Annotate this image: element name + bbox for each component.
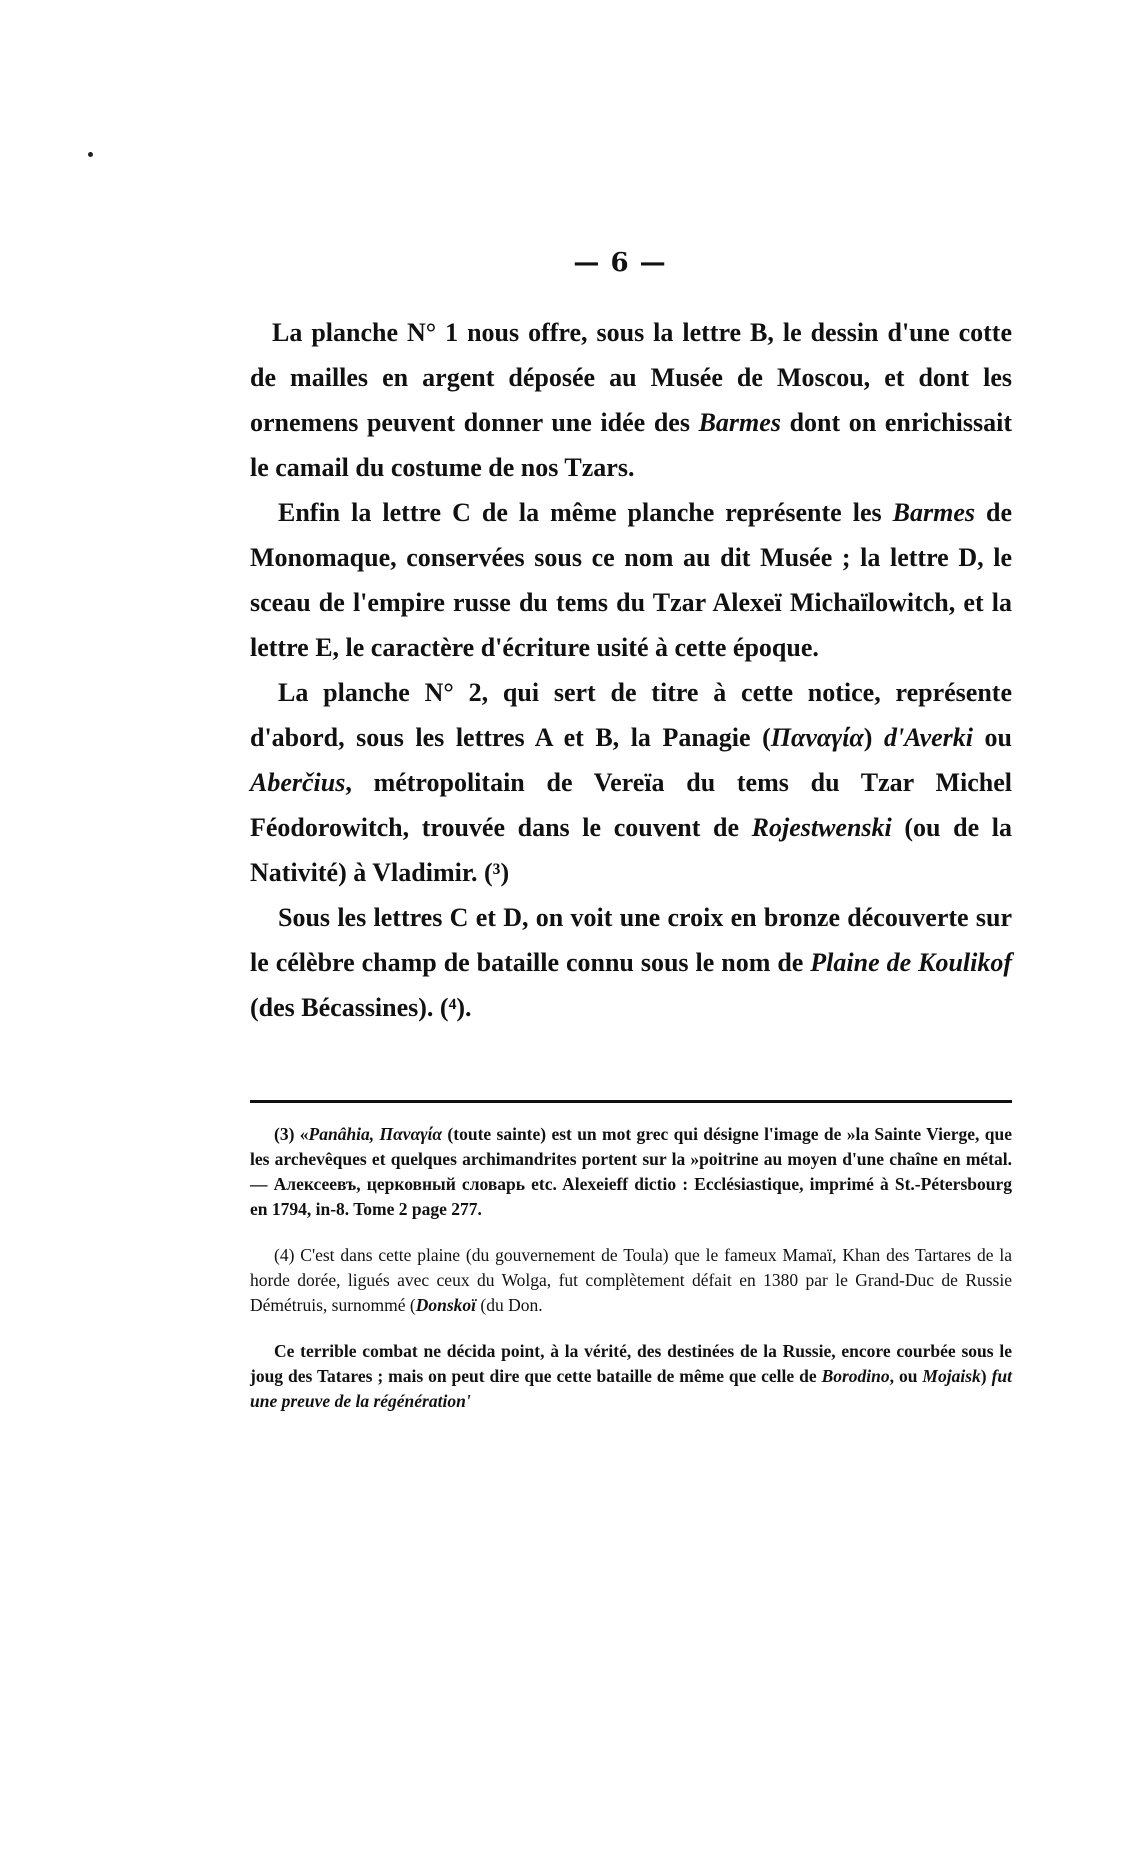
text-run: (3) « bbox=[274, 1124, 309, 1144]
page-number: — 6 — bbox=[573, 248, 667, 278]
paragraph-croix bbox=[250, 895, 1012, 1030]
italic-term: Plaine de Koulikof bbox=[810, 948, 1013, 977]
italic-term: Panâhia, Παναγία bbox=[308, 1124, 443, 1144]
italic-term: Mojaisk bbox=[922, 1366, 981, 1386]
footnotes bbox=[250, 1122, 1012, 1435]
text-run: (des Bécassines). (⁴). bbox=[250, 993, 472, 1022]
footnote-continuation bbox=[250, 1339, 1012, 1414]
text-run: , métropolitain de Vereïa du tems du Tzar Michel Féodorowitch, trouvée dans le couvent de bbox=[250, 768, 1012, 842]
text-run: (ou de la Nativité) à Vladimir. (³) bbox=[250, 813, 1012, 887]
paragraph-planche-2 bbox=[250, 670, 1012, 895]
italic-term: Barmes bbox=[892, 498, 975, 527]
paragraph-lettre-c bbox=[250, 490, 1012, 670]
text-run: (4) C'est dans cette plaine (du gouvernement de Toula) que le fameux Mamaï, Khan des Tartares de la horde dorée, ligués avec ceux du Wolga, fut complètement défait en 1380 par le Grand-Duc de Russie Démétruis, surnommé ( bbox=[250, 1245, 1012, 1315]
italic-term: Donskoï bbox=[415, 1295, 477, 1315]
text-run: Sous les lettres C et D, on voit une croix en bronze découverte sur le célèbre champ de bataille connu sous le nom de bbox=[250, 903, 1012, 977]
italic-term: Aberčius bbox=[250, 768, 346, 797]
text-run: ou bbox=[973, 723, 1012, 752]
text-run: dont on enrichissait le camail du costume de nos Tzars. bbox=[250, 408, 1012, 482]
footnote-3 bbox=[250, 1122, 1012, 1222]
text-run: de Monomaque, conservées sous ce nom au dit Musée ; la lettre D, le sceau de l'empire russe du tems du Tzar Alexeï Michaïlowitch, et la lettre E, le caractère d'écriture usité à cette époque. bbox=[250, 498, 1012, 662]
italic-term: fut une preuve de la régénération' bbox=[250, 1366, 1013, 1411]
text-run: Enfin la lettre C de la même planche représente les bbox=[278, 498, 893, 527]
paragraph-planche-1 bbox=[250, 310, 1012, 490]
text-run: Ce terrible combat ne décida point, à la vérité, des destinées de la Russie, encore courbée sous le joug des Tatares ; mais on peut dire que cette bataille de même que celle de bbox=[250, 1341, 1012, 1386]
text-run: , ou bbox=[889, 1366, 923, 1386]
main-text bbox=[250, 310, 1012, 1030]
footnote-4 bbox=[250, 1243, 1012, 1318]
italic-term: Borodino bbox=[821, 1366, 890, 1386]
text-run: (du Don. bbox=[476, 1295, 543, 1315]
text-run: (toute sainte) est un mot grec qui désigne l'image de »la Sainte Vierge, que les archevêques et quelques archimandrites portent sur la »poitrine au moyen d'une chaîne en métal. — Алексеевъ, церковный словарь etc. Alexeieff dictio : Ecclésiastique, imprimé à St.-Pétersbourg en 1794, in-8. Tome 2 page 277. bbox=[250, 1124, 1012, 1219]
text-run: La planche N° 2, qui sert de titre à cette notice, représente d'abord, sous les lettres A et B, la Panagie ( bbox=[250, 678, 1012, 752]
text-run: La planche N° 1 nous offre, sous la lettre B, le dessin d'une cotte de mailles en argent déposée au Musée de Moscou, et dont les ornemens peuvent donner une idée des bbox=[250, 318, 1012, 437]
italic-term: d'Averki bbox=[883, 723, 973, 752]
text-run: ) bbox=[863, 723, 884, 752]
italic-term: Barmes bbox=[698, 408, 781, 437]
text-run: ) bbox=[980, 1366, 992, 1386]
footnote-separator bbox=[250, 1100, 1012, 1103]
stray-mark bbox=[88, 152, 93, 157]
italic-term: Rojestwenski bbox=[751, 813, 892, 842]
italic-term: Παναγία bbox=[770, 723, 864, 752]
